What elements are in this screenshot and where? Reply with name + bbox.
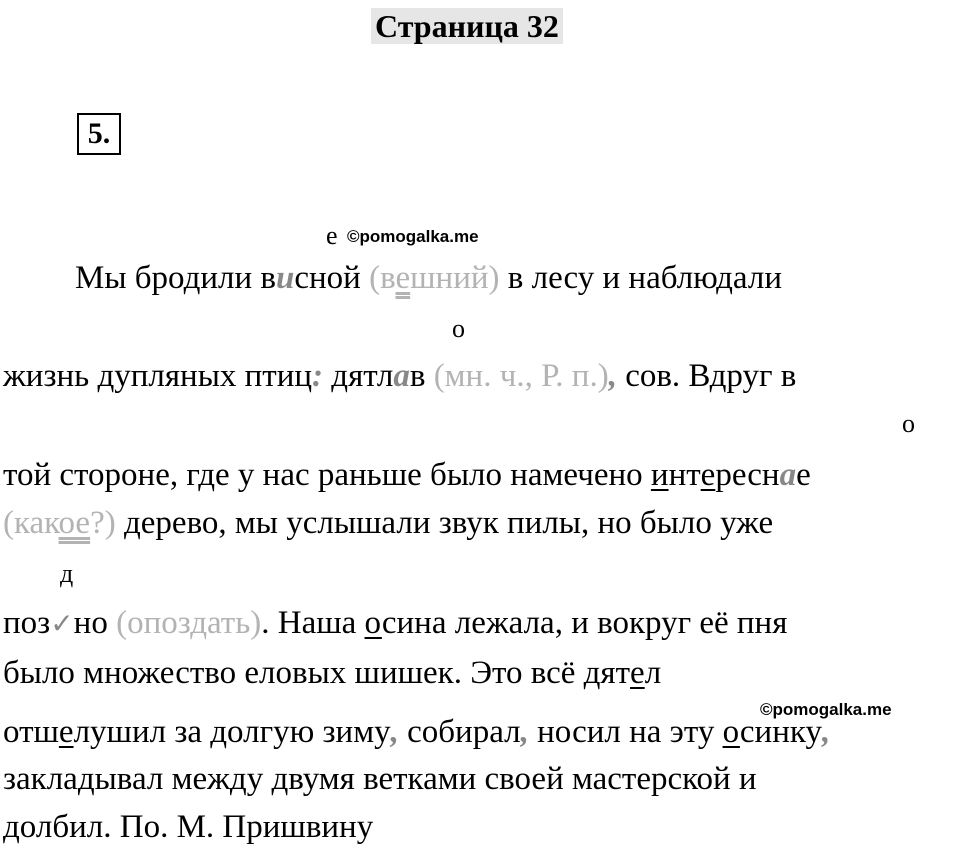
watermark-bottom: ©pomogalka.me bbox=[760, 700, 892, 719]
text-line-9: долбил. По. М. Пришвину bbox=[3, 809, 374, 845]
page-title: Страница 32 bbox=[371, 8, 563, 44]
correction-letter-d: д bbox=[60, 559, 74, 588]
text-line-2: жизнь дупляных птиц: дятлав (мн. ч., Р. п.), сов. Вдруг в bbox=[3, 358, 797, 394]
text-line-5: поз✓но (опоздать). Наша осина лежала, и вокруг её пня bbox=[3, 605, 788, 641]
text-line-3: той стороне, где у нас раньше было намечено интереснае bbox=[3, 457, 811, 493]
check-mark-icon: ✓ bbox=[50, 607, 74, 640]
watermark-top: ©pomogalka.me bbox=[347, 227, 479, 246]
text-line-6: было множество еловых шишек. Это всё дятел bbox=[3, 655, 662, 691]
text-line-4: (какое?) дерево, мы услышали звук пилы, но было уже bbox=[3, 505, 774, 541]
text-line-8: закладывал между двумя ветками своей мастерской и bbox=[3, 761, 757, 797]
correction-letter-e: е bbox=[326, 221, 338, 250]
text-line-7: отшелушил за долгую зиму, собирал, носил на эту осинку, bbox=[3, 714, 831, 750]
correction-letter-o: о bbox=[452, 314, 465, 343]
task-number: 5. bbox=[77, 113, 121, 155]
text-line-1: Мы бродили висной (вешний) в лесу и наблюдали bbox=[75, 260, 782, 296]
correction-letter-o-2: о bbox=[902, 409, 915, 438]
